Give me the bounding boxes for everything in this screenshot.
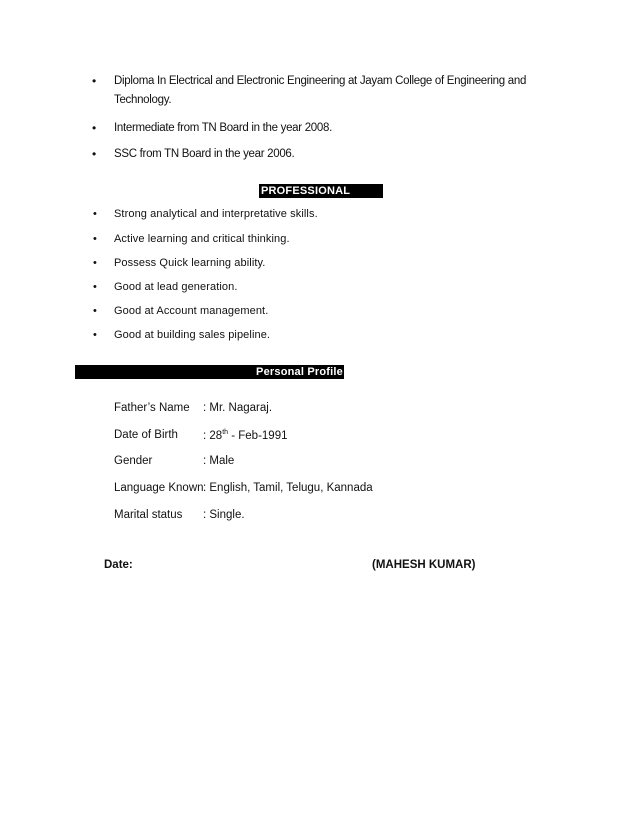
personal-profile-heading [75, 365, 344, 379]
skill-bullet-icon: • [93, 305, 97, 317]
skill-bullet-icon: • [93, 329, 97, 341]
profile-value-language-known: : English, Tamil, Telugu, Kannada [203, 482, 373, 494]
dob-day-suffix: th [222, 429, 229, 436]
skill-bullet-icon: • [93, 257, 97, 269]
education-item [92, 72, 96, 92]
skill-bullet-icon: • [93, 208, 97, 220]
profile-label-date-of-birth: Date of Birth [114, 429, 178, 441]
skill-bullet-icon: • [93, 281, 97, 293]
education-item-1-text: Diploma In Electrical and Electronic Engineering at Jayam College of Engineering and [114, 75, 527, 87]
skill-item: Good at lead generation. [114, 281, 238, 293]
education-item-1-continuation: Technology. [114, 94, 172, 106]
skill-item: Good at Account management. [114, 305, 269, 317]
skill-item: Strong analytical and interpretative skills. [114, 208, 318, 220]
profile-label-fathers-name: Father’s Name [114, 402, 190, 414]
education-item-3-text: SSC from TN Board in the year 2006. [114, 148, 295, 160]
profile-value-marital-status: : Single. [203, 509, 245, 521]
profile-label-marital-status: Marital status [114, 509, 183, 521]
professional-skills-heading: PROFESSIONAL SKILLS [259, 184, 383, 198]
signature-name: (MAHESH KUMAR) [372, 559, 476, 571]
profile-label-language-known: Language Known [114, 482, 204, 494]
bullet-icon: • [92, 147, 96, 161]
dob-rest: - Feb-1991 [228, 429, 288, 442]
skill-bullet-icon: • [93, 233, 97, 245]
education-item-2-text: Intermediate from TN Board in the year 2008. [114, 122, 332, 134]
profile-value-gender: : Male [203, 455, 235, 467]
date-label: Date: [104, 559, 133, 571]
skill-item: Good at building sales pipeline. [114, 329, 271, 341]
bullet-icon: • [92, 74, 96, 88]
personal-profile-heading-text: Personal Profile [256, 366, 343, 378]
profile-value-fathers-name: : Mr. Nagaraj. [203, 402, 273, 414]
profile-label-gender: Gender [114, 455, 153, 467]
profile-value-date-of-birth [203, 429, 287, 442]
skill-item: Active learning and critical thinking. [114, 233, 290, 245]
education-item [92, 119, 96, 139]
education-item [92, 145, 96, 165]
dob-day: : 28 [203, 429, 223, 442]
skill-item: Possess Quick learning ability. [114, 257, 266, 269]
bullet-icon: • [92, 121, 96, 135]
